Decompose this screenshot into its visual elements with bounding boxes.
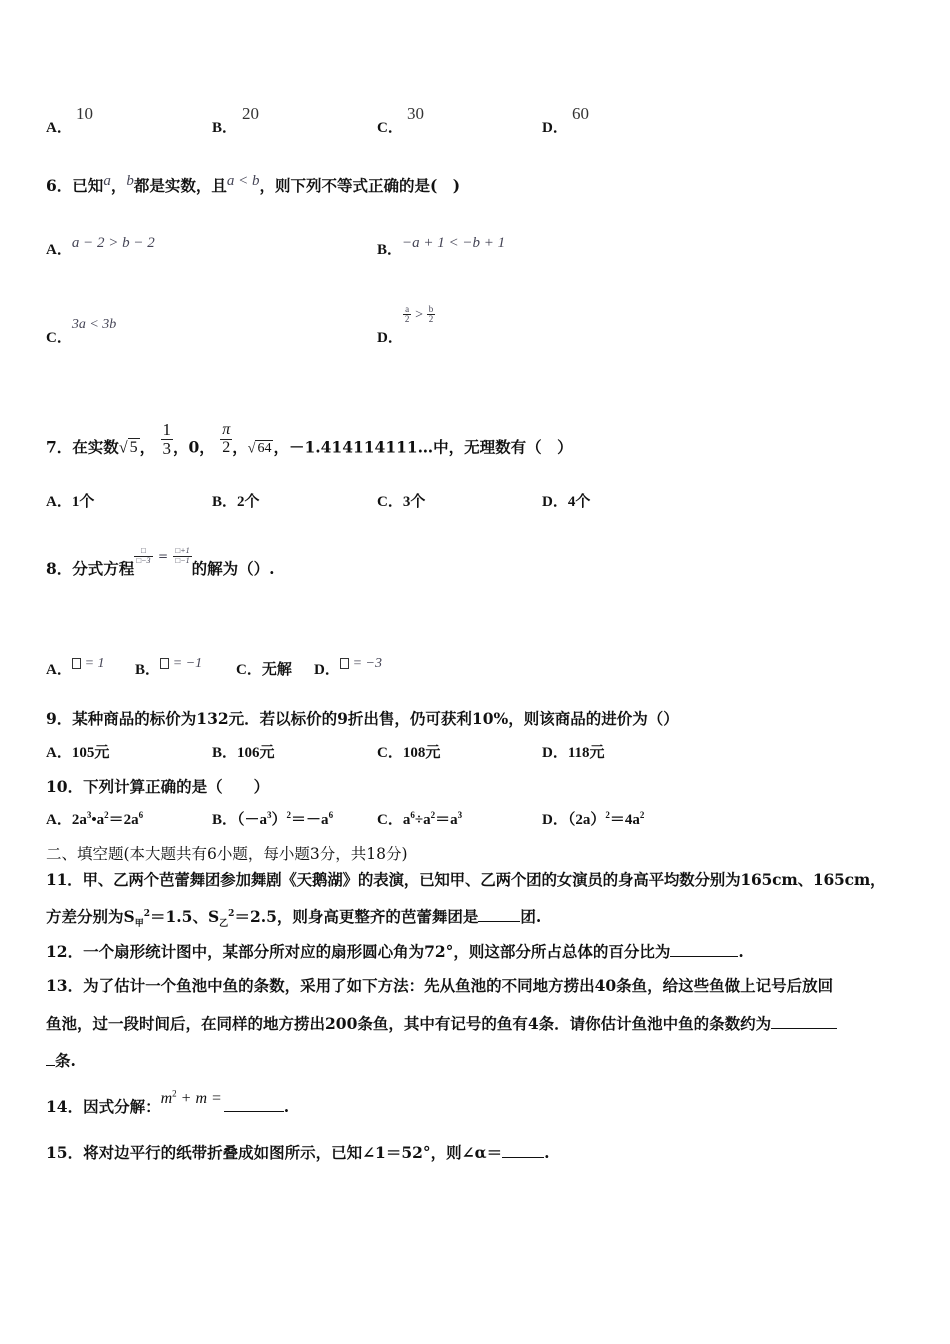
stem-text: ＝1.5、S: [149, 907, 220, 926]
stem-text: 已知: [72, 176, 104, 195]
option-label: B．: [135, 662, 161, 678]
sep: ，: [139, 437, 156, 457]
q6-option-b: [377, 235, 506, 259]
expr-part: （2a）: [567, 812, 606, 828]
q9-option-a: [46, 741, 109, 762]
option-expr: a − 2 > b − 2: [71, 235, 155, 251]
q6-option-c: [46, 317, 117, 347]
exponent: 6: [410, 810, 415, 820]
question-number: 8．: [46, 559, 73, 578]
option-value: 20: [242, 104, 259, 123]
answer-blank[interactable]: [670, 942, 738, 957]
stem-text: .: [283, 1097, 290, 1116]
expr-part: ÷a: [414, 812, 431, 828]
expr-part: 2a: [71, 812, 87, 828]
option-value: 118元: [567, 745, 605, 761]
option-label: D．: [542, 812, 568, 828]
expr-part: ＝a: [435, 812, 458, 828]
q5-option-c: [377, 104, 424, 137]
question-10-stem: 10．下列计算正确的是（ ）: [46, 777, 270, 796]
equals-sign: =: [157, 549, 169, 563]
answer-blank[interactable]: [771, 1014, 837, 1029]
option-label: B．: [212, 120, 238, 136]
answer-blank[interactable]: [224, 1097, 284, 1112]
q7-option-c: [377, 490, 425, 511]
option-value: 4个: [567, 494, 591, 510]
stem-text: 在实数: [72, 437, 119, 457]
fraction-a-over-2: $\frac{a}{2}$: [404, 303, 410, 325]
exponent: 2: [286, 810, 292, 820]
option-label: A．: [46, 494, 72, 510]
question-13-line-1: 13．为了估计一个鱼池中鱼的条数，采用了如下方法：先从鱼池的不同地方捞出40条鱼，给这些鱼做上记号后放回: [46, 976, 834, 995]
option-label: B．: [212, 745, 238, 761]
exponent: 2: [104, 810, 109, 820]
option-label: D．: [542, 494, 568, 510]
stem-text: 方差分别为S: [46, 907, 135, 926]
expr-part: •a: [91, 812, 105, 828]
question-13-line-3: [46, 1049, 76, 1071]
placeholder-box-icon: [72, 658, 81, 669]
exponent: 2: [430, 810, 436, 820]
q9-option-b: [212, 741, 275, 762]
exponent: 6: [138, 810, 144, 820]
fraction-rhs: $\frac{□+1}{□-1}$: [175, 546, 190, 565]
placeholder-box-icon: [340, 658, 349, 669]
question-number: 7．: [46, 437, 73, 457]
expr-part: （－a: [237, 812, 268, 828]
q10-option-a: [46, 808, 143, 829]
var-a: a: [103, 173, 111, 189]
question-9-stem: 9．某种商品的标价为132元．若以标价的9折出售，仍可获利10%，则该商品的进价为（）: [46, 709, 679, 728]
expr-part: ＝2a: [108, 812, 139, 828]
option-value: 1个: [71, 494, 95, 510]
question-11-line-1: 11．甲、乙两个芭蕾舞团参加舞剧《天鹅湖》的表演，已知甲、乙两个团的女演员的身高平均数分别为165cm、165cm，: [46, 870, 886, 889]
fraction-b-over-2: $\frac{b}{2}$: [428, 303, 434, 325]
exponent: 2: [143, 908, 150, 919]
exponent: 2: [605, 810, 610, 820]
question-14-stem: [46, 1088, 290, 1117]
question-8-stem: [46, 546, 275, 579]
condition-expr: a < b: [226, 173, 260, 189]
option-value: 3个: [402, 494, 426, 510]
option-label: D．: [377, 330, 403, 346]
answer-blank[interactable]: [502, 1143, 544, 1158]
stem-text: 条.: [55, 1051, 76, 1070]
option-label: A．: [46, 812, 72, 828]
exponent: 2: [172, 1088, 177, 1099]
option-label: B．: [212, 494, 238, 510]
sep: ，: [232, 437, 248, 457]
answer-blank[interactable]: [478, 907, 520, 922]
exponent: 2: [228, 908, 235, 919]
option-value: 10: [76, 104, 93, 123]
greater-than: >: [415, 307, 423, 322]
stem-text: ，则下列不等式正确的是( ): [259, 176, 461, 195]
q9-option-d: [542, 741, 605, 762]
option-label: B．: [212, 812, 238, 828]
fraction-lhs: $\frac{□}{□-3}$: [136, 546, 151, 565]
q8-option-b: [135, 658, 202, 679]
option-label: A．: [46, 745, 72, 761]
option-label: A．: [46, 662, 72, 678]
question-13-line-2: [46, 1012, 837, 1034]
option-expr: = 1: [84, 656, 105, 671]
option-label: C．: [377, 745, 403, 761]
question-12-stem: [46, 940, 744, 962]
stem-text: 团.: [520, 907, 542, 926]
section-title: 二、填空题(本大题共有6小题，每小题3分，共18分): [46, 845, 408, 863]
q8-option-d: [314, 658, 382, 679]
exponent: 3: [457, 810, 463, 820]
question-11-line-2: [46, 905, 541, 929]
option-label: C．: [377, 120, 403, 136]
stem-text: ，: [110, 176, 127, 195]
stem-text: 14．因式分解：: [46, 1097, 161, 1116]
stem-text: .: [544, 1143, 550, 1162]
sqrt-64: √ 64: [247, 441, 272, 457]
expr-part: ＝4a: [609, 812, 640, 828]
option-expr: = −1: [172, 656, 203, 671]
fraction-1-3: $\frac{1}{3}$: [162, 420, 172, 458]
q8-option-a: [46, 658, 105, 679]
option-value: 2个: [237, 494, 260, 510]
fraction-pi-2: $\frac{\pi}{2}$: [222, 421, 231, 456]
q6-option-d: [377, 303, 435, 349]
option-value: 106元: [237, 745, 275, 761]
var-b: b: [126, 173, 134, 189]
q5-option-b: [212, 104, 259, 137]
stem-text: 分式方程: [72, 559, 135, 578]
option-label: C．: [377, 812, 403, 828]
question-6-stem: [46, 174, 460, 196]
q6-option-a: [46, 235, 155, 259]
stem-text: 都是实数，且: [133, 176, 227, 195]
option-expr: −a + 1 < −b + 1: [402, 235, 506, 251]
expr-part: ）: [271, 812, 287, 828]
sep: ，0，: [173, 437, 215, 457]
option-label: D．: [542, 120, 568, 136]
q7-option-b: [212, 490, 260, 511]
exponent: 3: [86, 810, 92, 820]
question-7-stem: [46, 420, 573, 467]
expr-part: ＝－a: [291, 812, 329, 828]
q8-option-c: [236, 658, 292, 679]
q10-option-c: [377, 808, 462, 829]
q10-option-b: [212, 808, 333, 829]
stem-text: .: [738, 942, 744, 961]
stem-text: 鱼池，过一段时间后，在同样的地方捞出200条鱼，其中有记号的鱼有4条．请你估计鱼池中鱼的条数约为: [46, 1014, 772, 1033]
option-value: 60: [572, 104, 589, 123]
sqrt-5: √ 5: [118, 439, 138, 457]
option-label: C．: [236, 662, 262, 678]
placeholder-box-icon: [160, 658, 169, 669]
subscript: 甲: [134, 919, 144, 930]
answer-blank[interactable]: [46, 1051, 55, 1066]
expr-part: + m =: [176, 1090, 222, 1107]
q9-option-c: [377, 741, 440, 762]
exponent: 6: [328, 810, 334, 820]
stem-text: 的解为（）.: [191, 559, 275, 578]
stem-text: 12．一个扇形统计图中，某部分所对应的扇形圆心角为72°，则这部分所占总体的百分比为: [46, 942, 671, 961]
option-value: 30: [407, 104, 424, 123]
option-expr: 无解: [261, 662, 292, 678]
option-label: C．: [377, 494, 403, 510]
q10-option-d: [542, 808, 644, 829]
expr-part: a: [402, 812, 411, 828]
expr-var: m: [160, 1090, 173, 1107]
option-expr: = −3: [352, 656, 382, 671]
stem-text: 15．将对边平行的纸带折叠成如图所示，已知∠1＝52°，则∠α＝: [46, 1143, 503, 1162]
exponent: 3: [267, 810, 272, 820]
q5-option-d: [542, 104, 589, 137]
option-label: A．: [46, 242, 72, 258]
option-label: C．: [46, 330, 72, 346]
option-label: D．: [314, 662, 340, 678]
option-label: B．: [377, 242, 403, 258]
stem-text: ＝2.5，则身高更整齐的芭蕾舞团是: [234, 907, 479, 926]
stem-text: ，－1.414114111…中，无理数有（ ）: [273, 437, 573, 457]
exponent: 2: [639, 810, 645, 820]
option-value: 105元: [71, 745, 110, 761]
option-label: D．: [542, 745, 568, 761]
q5-option-a: [46, 104, 93, 137]
option-label: A．: [46, 120, 72, 136]
option-expr: 3a < 3b: [71, 317, 117, 332]
q7-option-a: [46, 490, 94, 511]
question-number: 6．: [46, 176, 73, 195]
q7-option-d: [542, 490, 590, 511]
subscript: 乙: [219, 919, 229, 930]
question-15-stem: [46, 1141, 550, 1163]
option-value: 108元: [402, 745, 441, 761]
